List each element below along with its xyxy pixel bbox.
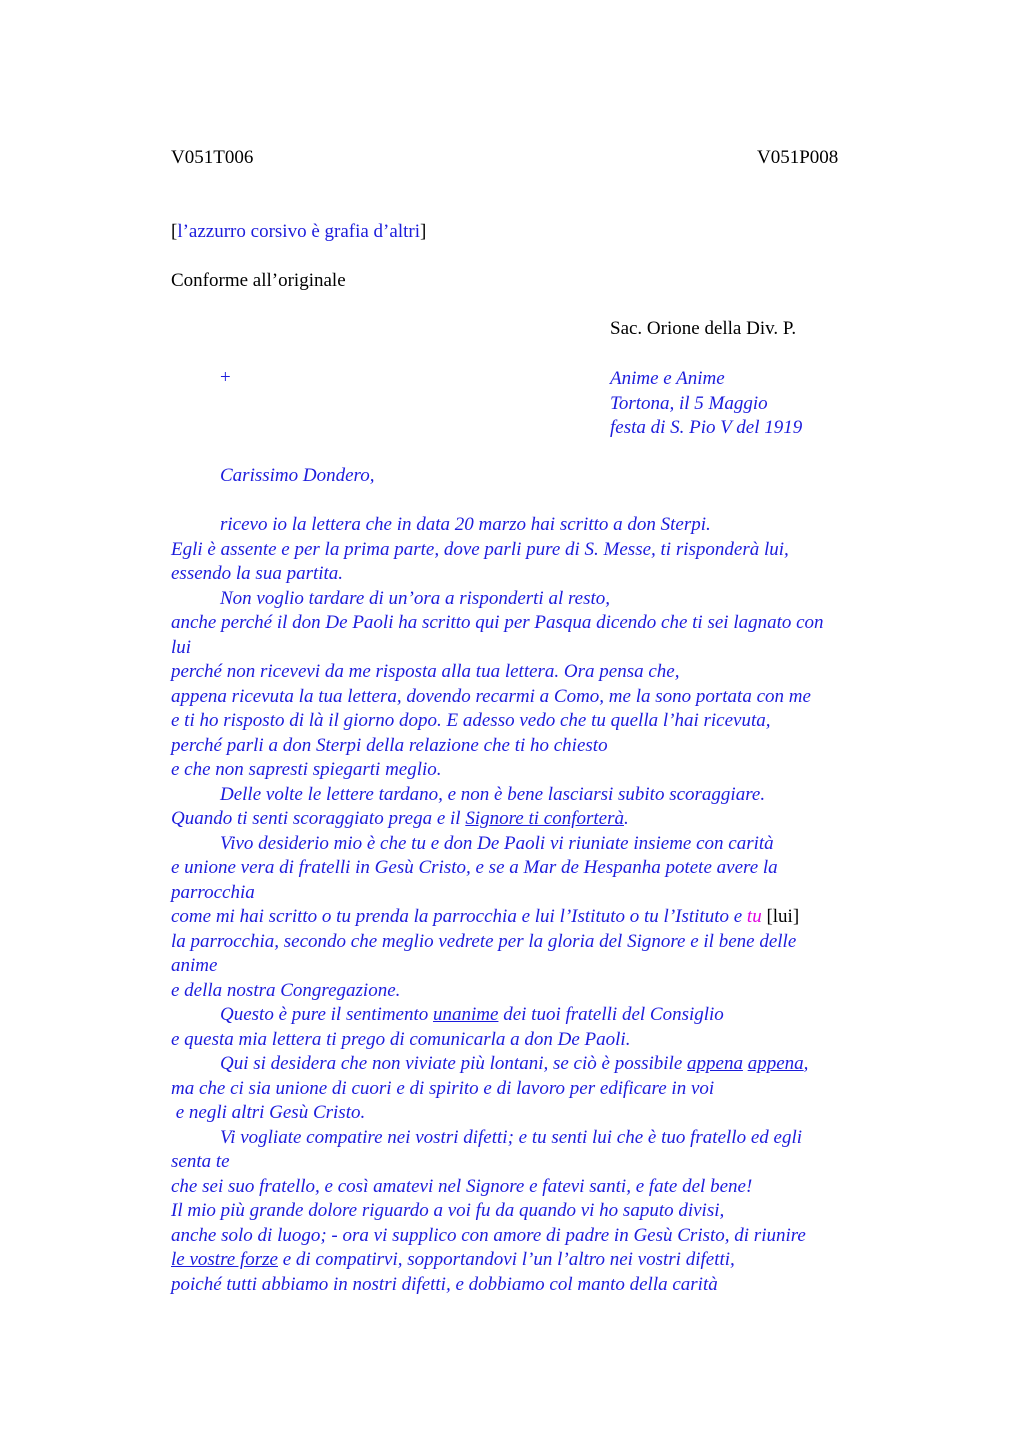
- heading-motto: Anime e Anime: [610, 368, 725, 389]
- body-line: Egli è assente e per la prima parte, dove parli pure di S. Messe, ti risponderà lui,: [171, 538, 789, 560]
- editor-bracket-insertion: [lui]: [766, 906, 800, 927]
- body-line: e ti ho risposto di là il giorno dopo. E adesso vedo che tu quella l’hai ricevuta,: [171, 710, 771, 731]
- body-line: [171, 905, 891, 930]
- body-line: appena ricevuta la tua lettera, dovendo recarmi a Como, me la sono portata con me: [171, 685, 811, 707]
- body-line: anime: [171, 955, 218, 976]
- body-line: [171, 1003, 891, 1028]
- body-line: [171, 807, 891, 832]
- body-line: poiché tutti abbiamo in nostri difetti, e dobbiamo col manto della carità: [171, 1273, 718, 1295]
- body-line: [171, 1052, 891, 1077]
- underlined-text: appena: [687, 1053, 743, 1074]
- note-close-bracket: ]: [419, 221, 427, 242]
- body-line: senta te: [171, 1151, 230, 1172]
- body-line: Vi vogliate compatire nei vostri difetti; e tu senti lui che è tuo fratello ed egli: [220, 1126, 803, 1148]
- underlined-text: Signore ti conforterà: [465, 808, 624, 829]
- body-line: perché parli a don Sterpi della relazione che ti ho chiesto: [171, 734, 608, 756]
- underlined-text: unanime: [433, 1004, 499, 1025]
- body-line: e della nostra Congregazione.: [171, 979, 401, 1001]
- body-line: Vivo desiderio mio è che tu e don De Paoli vi riuniate insieme con carità: [220, 832, 774, 854]
- magenta-insertion: tu: [746, 906, 762, 927]
- cross-symbol: +: [220, 367, 231, 388]
- underlined-text: le vostre forze: [171, 1249, 278, 1270]
- letter-heading: [610, 367, 802, 441]
- body-text: come mi hai scritto o tu prenda la parrocchia e lui l’Istituto o tu l’Istituto e: [171, 906, 747, 927]
- underlined-text: appena: [747, 1053, 804, 1074]
- letter-body: [171, 513, 891, 1297]
- body-line: e questa mia lettera ti prego di comunicarla a don De Paoli.: [171, 1028, 631, 1050]
- note-open-bracket: [: [171, 221, 178, 242]
- body-text: dei tuoi fratelli del Consiglio: [498, 1004, 724, 1025]
- heading-feast: festa di S. Pio V del 1919: [610, 417, 803, 438]
- conforme-label: Conforme all’originale: [171, 270, 346, 291]
- body-line: anche solo di luogo; - ora vi supplico con amore di padre in Gesù Cristo, di riunire: [171, 1224, 806, 1246]
- body-line: Il mio più grande dolore riguardo a voi fu da quando vi ho saputo divisi,: [171, 1200, 725, 1221]
- body-line: che sei suo fratello, e così amatevi nel Signore e fatevi santi, e fate del bene!: [171, 1175, 753, 1197]
- body-text: Questo è pure il sentimento: [220, 1004, 434, 1025]
- editor-note: [171, 221, 426, 243]
- body-text: .: [623, 808, 629, 829]
- body-line: Delle volte le lettere tardano, e non è bene lasciarsi subito scoraggiare.: [220, 783, 766, 805]
- body-text: Quando ti senti scoraggiato prega e il: [171, 808, 466, 829]
- body-text: ,: [803, 1053, 809, 1074]
- body-line: ricevo io la lettera che in data 20 marzo hai scritto a don Sterpi.: [220, 514, 711, 535]
- body-line: [171, 1248, 891, 1273]
- body-line: Non voglio tardare di un’ora a risponderti al resto,: [220, 587, 611, 609]
- salutation: Carissimo Dondero,: [220, 465, 375, 486]
- body-line: e unione vera di fratelli in Gesù Cristo, e se a Mar de Hespanha potete avere la: [171, 857, 778, 878]
- body-line: lui: [171, 636, 192, 658]
- body-text: Qui si desidera che non viviate più lontani, se ciò è possibile: [220, 1053, 688, 1074]
- body-line: essendo la sua partita.: [171, 563, 344, 584]
- body-line: ma che ci sia unione di cuori e di spirito e di lavoro per edificare in voi: [171, 1077, 715, 1099]
- body-line: e negli altri Gesù Cristo.: [171, 1102, 366, 1123]
- heading-place-date: Tortona, il 5 Maggio: [610, 392, 768, 414]
- body-line: perché non ricevevi da me risposta alla tua lettera. Ora pensa che,: [171, 661, 680, 682]
- body-line: e che non sapresti spiegarti meglio.: [171, 759, 442, 780]
- body-line: la parrocchia, secondo che meglio vedrete per la gloria del Signore e il bene delle: [171, 930, 797, 952]
- body-text: e di compatirvi, sopportandovi l’un l’altro nei vostri difetti,: [277, 1249, 735, 1270]
- body-line: anche perché il don De Paoli ha scritto qui per Pasqua dicendo che ti sei lagnato con: [171, 612, 824, 633]
- note-text: l’azzurro corsivo è grafia d’altri: [177, 221, 420, 242]
- body-line: parrocchia: [171, 881, 255, 903]
- header-left-code: V051T006: [171, 147, 254, 168]
- letterhead: Sac. Orione della Div. P.: [610, 318, 797, 339]
- header-right-code: V051P008: [757, 147, 839, 168]
